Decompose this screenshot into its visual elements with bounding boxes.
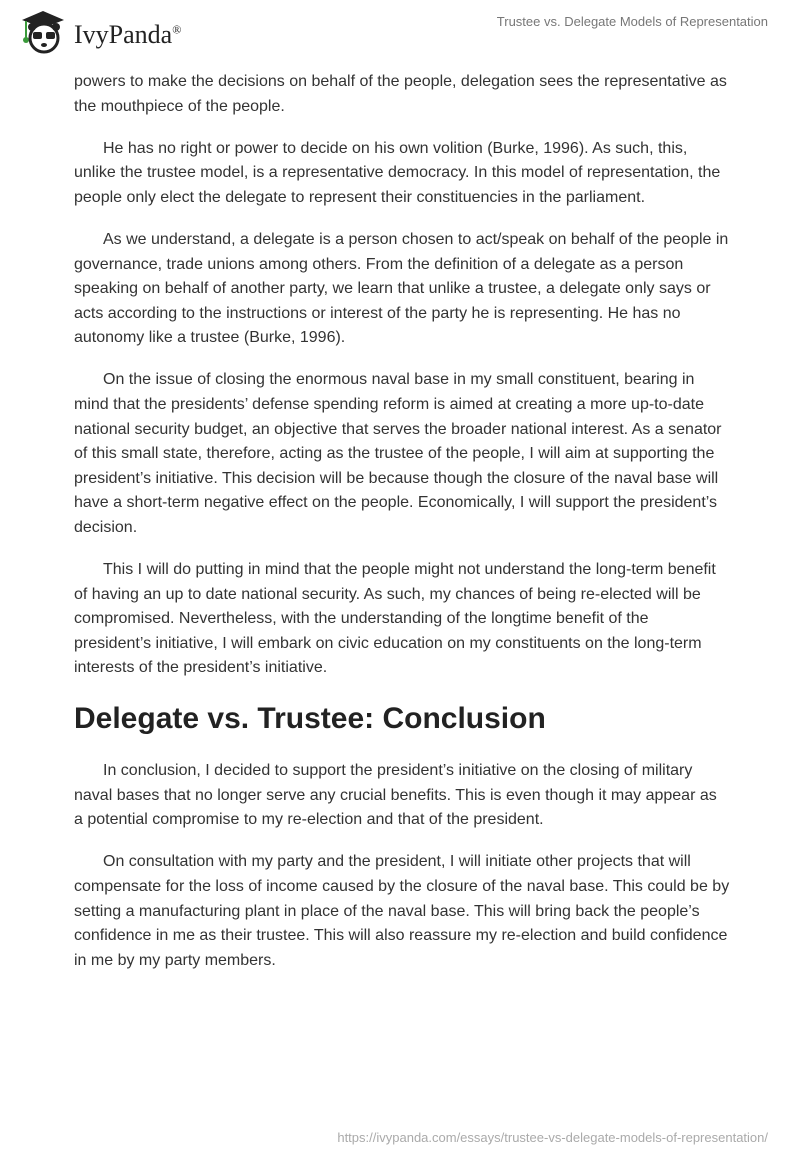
logo-text: IvyPanda xyxy=(74,20,173,49)
section-heading: Delegate vs. Trustee: Conclusion xyxy=(74,702,546,736)
paragraph: powers to make the decisions on behalf of the people, delegation sees the representative as the mouthpiece of the people. xyxy=(74,73,727,115)
paragraph: This I will do putting in mind that the people might not understand the long-term benefit of having an up to date national security. As such, my chances of being re-elected will be compromised. Nevertheless, with the understanding of the longtime benefit of the president’s initiative, I will embark on civic education on my constituents on the long-term interests of the president’s initiative. xyxy=(74,561,716,677)
paragraph: He has no right or power to decide on his own volition (Burke, 1996). As such, this, unlike the trustee model, is a representative democracy. In this model of representation, the people only elect the delegate to represent their constituencies in the parliament. xyxy=(74,139,721,206)
paragraph: On the issue of closing the enormous naval base in my small constituent, bearing in mind that the presidents’ defense spending reform is aimed at creating a more up-to-date national security budget, an objective that serves the broader national interest. As a senator of this small state, therefore, acting as the trustee of the people, I will aim at supporting the president’s initiative. This decision will be because though the closure of the naval base will have a short-term negative effect on the people. Economically, I will support the president’s decision. xyxy=(74,371,722,536)
paragraph: As we understand, a delegate is a person chosen to act/speak on behalf of the people in governance, trade unions among others. From the definition of a delegate as a person speaking on behalf of another party, we learn that unlike a trustee, a delegate only says or acts according to the instructions or interest of the party he is representing. He has no autonomy like a trustee (Burke, 1996). xyxy=(74,230,729,347)
essay-content xyxy=(74,70,730,991)
paragraph: In conclusion, I decided to support the president’s initiative on the closing of military naval bases that no longer serve any crucial benefits. This is even though it may appear as a potential compromise to my re-election and that of the president. xyxy=(74,762,717,829)
registered-mark: ® xyxy=(172,22,182,37)
source-url[interactable]: https://ivypanda.com/essays/trustee-vs-delegate-models-of-representation/ xyxy=(337,1130,768,1145)
page-header xyxy=(0,0,800,60)
panda-graduate-icon xyxy=(18,8,68,54)
paragraph: On consultation with my party and the president, I will initiate other projects that will compensate for the loss of income caused by the closure of the naval base. This could be by setting a manufacturing plant in place of the naval base. This will bring back the people’s confidence in me as their trustee. This will also reassure my re-election and build confidence in me by my party members. xyxy=(74,853,730,969)
document-title: Trustee vs. Delegate Models of Representation xyxy=(496,14,768,29)
ivypanda-logo[interactable] xyxy=(18,8,181,54)
